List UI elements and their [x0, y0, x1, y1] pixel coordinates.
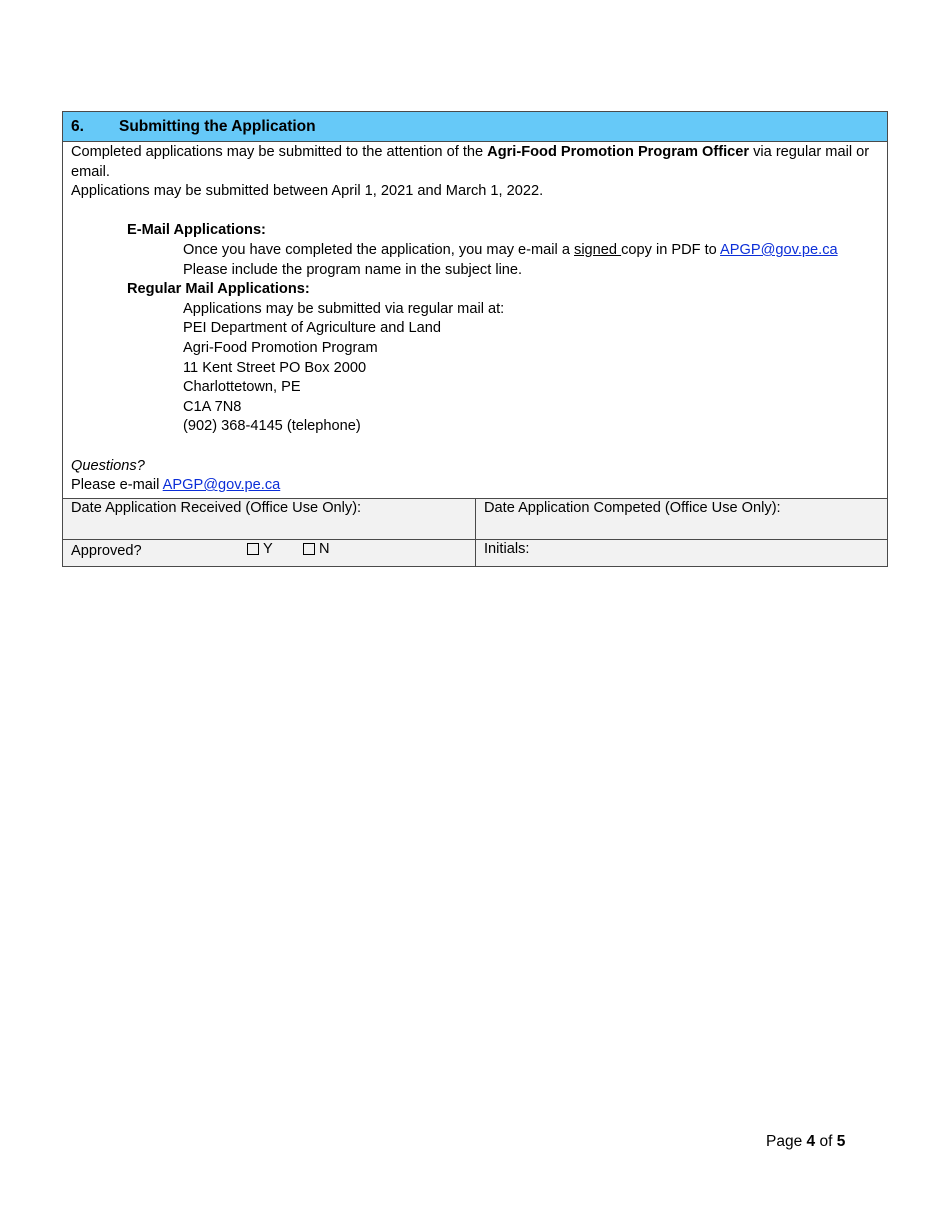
approval-row	[63, 539, 887, 566]
email-address-link[interactable]: APGP@gov.pe.ca	[720, 241, 838, 258]
date-completed-cell[interactable]	[475, 499, 887, 539]
mail-address-postal: C1A 7N8	[183, 398, 242, 415]
email-text-mid: copy in PDF to	[621, 241, 721, 258]
yes-label: Y	[263, 540, 273, 557]
intro-line-1	[71, 143, 879, 182]
spacer	[71, 437, 879, 457]
checkbox-square-icon	[303, 543, 315, 555]
mail-address-city: Charlottetown, PE	[183, 379, 301, 396]
spacer	[71, 202, 879, 222]
section-number: 6.	[71, 117, 84, 135]
submission-form-table	[62, 111, 888, 567]
total-pages: 5	[836, 1133, 846, 1150]
mail-address-department: PEI Department of Agriculture and Land	[183, 320, 441, 337]
checkbox-square-icon	[247, 543, 259, 555]
page-prefix: Page	[766, 1133, 807, 1150]
date-received-label: Date Application Received (Office Use Only):	[71, 499, 362, 516]
signed-word: signed	[574, 241, 622, 258]
questions-label: Questions?	[71, 457, 145, 474]
date-received-cell[interactable]	[63, 499, 475, 539]
mail-heading: Regular Mail Applications:	[127, 281, 310, 298]
mail-address-program: Agri-Food Promotion Program	[183, 339, 378, 356]
section-header	[63, 112, 887, 142]
section-title: Submitting the Application	[119, 117, 316, 135]
intro-text-end: via regular mail or email.	[71, 144, 870, 180]
mail-address-street: 11 Kent Street PO Box 2000	[183, 359, 367, 376]
date-completed-label: Date Application Competed (Office Use Only):	[484, 499, 781, 516]
mail-line: Applications may be submitted via regular mail at:	[183, 300, 505, 317]
mail-telephone: (902) 368-4145 (telephone)	[183, 418, 361, 435]
no-label: N	[319, 540, 330, 557]
initials-label: Initials:	[484, 540, 530, 557]
current-page: 4	[806, 1133, 816, 1150]
intro-text: Completed applications may be submitted to the attention of the	[71, 144, 488, 160]
office-use-row	[63, 498, 887, 539]
email-text: Once you have completed the application, you may e-mail a	[183, 241, 575, 258]
page-of: of	[815, 1133, 837, 1150]
questions-email-link[interactable]: APGP@gov.pe.ca	[162, 477, 281, 494]
section-body	[63, 142, 887, 498]
approved-yes-checkbox[interactable]	[247, 541, 303, 557]
questions-text: Please e-mail	[71, 477, 163, 494]
intro-line-2: Applications may be submitted between April 1, 2021 and March 1, 2022.	[71, 183, 544, 200]
questions-line	[71, 476, 879, 496]
approved-cell	[63, 540, 475, 566]
initials-cell[interactable]	[475, 540, 887, 566]
officer-title: Agri-Food Promotion Program Officer	[487, 144, 750, 160]
email-heading: E-Mail Applications:	[127, 222, 266, 239]
email-line-2: Please include the program name in the subject line.	[183, 261, 523, 278]
approved-no-checkbox[interactable]	[303, 541, 330, 557]
page-number	[766, 1133, 845, 1151]
email-line-1	[71, 241, 879, 261]
approved-label: Approved?	[71, 542, 142, 559]
